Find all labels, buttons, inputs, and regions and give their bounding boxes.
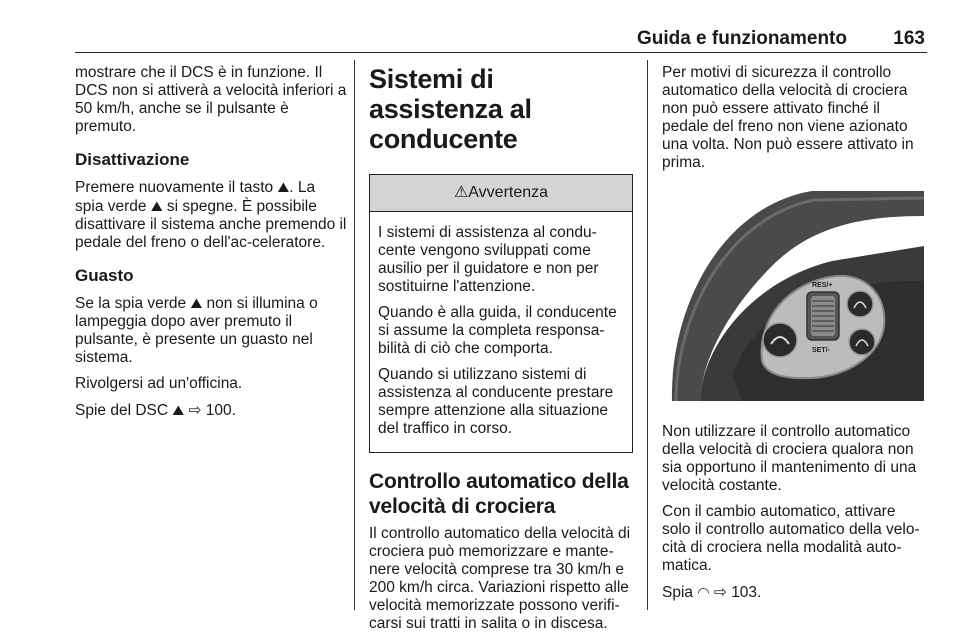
spie-reference[interactable]: Spie del DSC ⛰ ⇨ 100.	[75, 402, 236, 419]
steering-wheel-controls-image	[662, 186, 924, 401]
downhill-control-icon: ⛰	[172, 402, 185, 418]
section-title: Guida e funzionamento	[636, 28, 847, 49]
guasto-paragraph: Se la spia verde ⛰ non si illumina o lampeggia dopo aver premuto il pulsante, è presente un guasto nel sistema.	[75, 295, 318, 366]
warning-paragraph: I sistemi di assistenza al condu-cente vengono sviluppati come ausilio per il guidatore e non per sostituirne l'attenzione.	[378, 224, 599, 295]
page-ref-arrow-icon: ⇨	[188, 402, 202, 419]
column-divider	[647, 60, 648, 610]
res-label: RES/+	[812, 282, 833, 289]
set-label: SET/-	[812, 347, 830, 354]
column-left	[75, 64, 347, 428]
column-divider	[354, 60, 355, 610]
warning-paragraph: Quando è alla guida, il conducente si assume la completa responsa-bilità di ciò che comporta.	[378, 304, 617, 357]
automatic-gearbox-paragraph: Con il cambio automatico, attivare solo il controllo automatico della velo-cità di crociera nella modalità auto-matica.	[662, 503, 920, 574]
warning-triangle-icon: ⚠	[453, 184, 469, 201]
disattivazione-paragraph: Premere nuovamente il tasto ⛰. La spia verde ⛰ si spegne. È possibile disattivare il sistema anche premendo il pedale del freno o dell'ac-celeratore.	[75, 179, 347, 251]
heading-disattivazione: Disattivazione	[75, 150, 190, 169]
column-right	[662, 64, 928, 610]
cruise-control-icon: ◠	[697, 584, 710, 600]
cruise-control-paragraph: Il controllo automatico della velocità di crociera può memorizzare e mante-nere velocità comprese tra 30 km/h e 200 km/h circa. Variazioni rispetto alle velocità memorizzate possono verifi-carsi sui tratti in salita o in discesa.	[369, 525, 631, 632]
page-header	[75, 28, 927, 53]
subsection-heading: Controllo automatico della velocità di crociera	[369, 470, 629, 518]
warning-paragraph: Quando si utilizzano sistemi di assistenza al conducente prestare sempre attenzione alla situazione del traffico in corso.	[378, 366, 614, 437]
page-number: 163	[893, 28, 925, 49]
warning-body	[370, 212, 632, 452]
downhill-control-icon: ⛰	[277, 179, 290, 195]
officina-paragraph: Rivolgersi ad un'officina.	[75, 375, 243, 392]
warning-box	[369, 174, 633, 453]
downhill-control-icon: ⛰	[190, 295, 203, 311]
section-heading: Sistemi di assistenza al conducente	[369, 64, 532, 154]
intro-paragraph: mostrare che il DCS è in funzione. Il DCS non si attiverà a velocità inferiori a 50 km/h, anche se il pulsante è premuto.	[75, 64, 347, 135]
column-middle	[369, 64, 633, 641]
warning-header: ⚠Avvertenza	[370, 175, 632, 212]
spia-reference[interactable]: Spia ◠ ⇨ 103.	[662, 584, 762, 601]
downhill-control-icon: ⛰	[150, 198, 163, 214]
page-ref-arrow-icon: ⇨	[713, 584, 727, 601]
constant-speed-paragraph: Non utilizzare il controllo automatico della velocità di crociera qualora non sia opportuno il mantenimento di una velocità costante.	[662, 423, 917, 494]
safety-paragraph: Per motivi di sicurezza il controllo automatico della velocità di crociera non può essere attivato finché il pedale del freno non viene azionato una volta. Non può essere attivato in prima.	[662, 64, 914, 171]
heading-guasto: Guasto	[75, 266, 134, 285]
